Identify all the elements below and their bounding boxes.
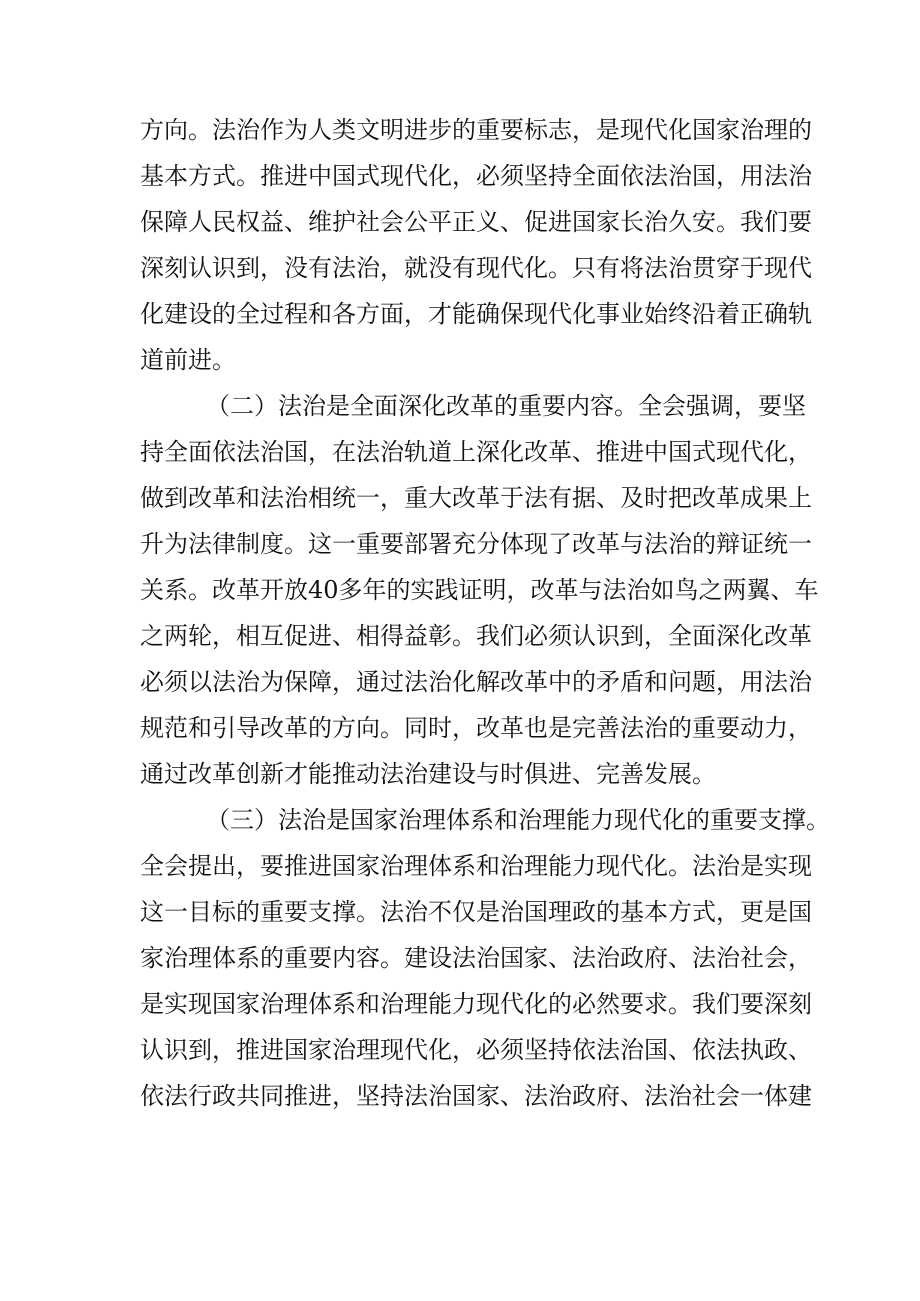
text-line-3: 保障人民权益、维护社会公平正义、促进国家长治久安。我们要 bbox=[140, 208, 812, 236]
text-line-10: 升为法律制度。这一重要部署充分体现了改革与法治的辩证统一 bbox=[140, 530, 812, 558]
section-heading-3-line: （三）法治是国家治理体系和治理能力现代化的重要支撑。 bbox=[206, 806, 830, 834]
text-line-6: 道前进。 bbox=[140, 346, 236, 374]
text-line-18: 这一目标的重要支撑。法治不仅是治国理政的基本方式，更是国 bbox=[140, 898, 812, 926]
text-line-8: 持全面依法治国，在法治轨道上深化改革、推进中国式现代化， bbox=[140, 438, 812, 466]
text-line-13: 必须以法治为保障，通过法治化解改革中的矛盾和问题，用法治 bbox=[140, 668, 812, 696]
section-heading-2-line: （二）法治是全面深化改革的重要内容。全会强调，要坚 bbox=[206, 392, 806, 420]
text-line-11: 关系。改革开放40多年的实践证明，改革与法治如鸟之两翼、车 bbox=[140, 576, 819, 604]
text-line-14: 规范和引导改革的方向。同时，改革也是完善法治的重要动力， bbox=[140, 714, 812, 742]
text-line-17: 全会提出，要推进国家治理体系和治理能力现代化。法治是实现 bbox=[140, 852, 812, 880]
text-line-1: 方向。法治作为人类文明进步的重要标志，是现代化国家治理的 bbox=[140, 116, 812, 144]
text-line-5: 化建设的全过程和各方面，才能确保现代化事业始终沿着正确轨 bbox=[140, 300, 812, 328]
text-line-20: 是实现国家治理体系和治理能力现代化的必然要求。我们要深刻 bbox=[140, 990, 812, 1018]
text-line-15: 通过改革创新才能推动法治建设与时俱进、完善发展。 bbox=[140, 760, 716, 788]
text-line-19: 家治理体系的重要内容。建设法治国家、法治政府、法治社会， bbox=[140, 944, 812, 972]
text-line-22: 依法行政共同推进，坚持法治国家、法治政府、法治社会一体建 bbox=[140, 1082, 812, 1110]
text-line-21: 认识到，推进国家治理现代化，必须坚持依法治国、依法执政、 bbox=[140, 1036, 812, 1064]
text-line-12: 之两轮，相互促进、相得益彰。我们必须认识到，全面深化改革 bbox=[140, 622, 812, 650]
text-line-9: 做到改革和法治相统一，重大改革于法有据、及时把改革成果上 bbox=[140, 484, 812, 512]
text-line-2: 基本方式。推进中国式现代化，必须坚持全面依法治国，用法治 bbox=[140, 162, 812, 190]
text-line-4: 深刻认识到，没有法治，就没有现代化。只有将法治贯穿于现代 bbox=[140, 254, 812, 282]
